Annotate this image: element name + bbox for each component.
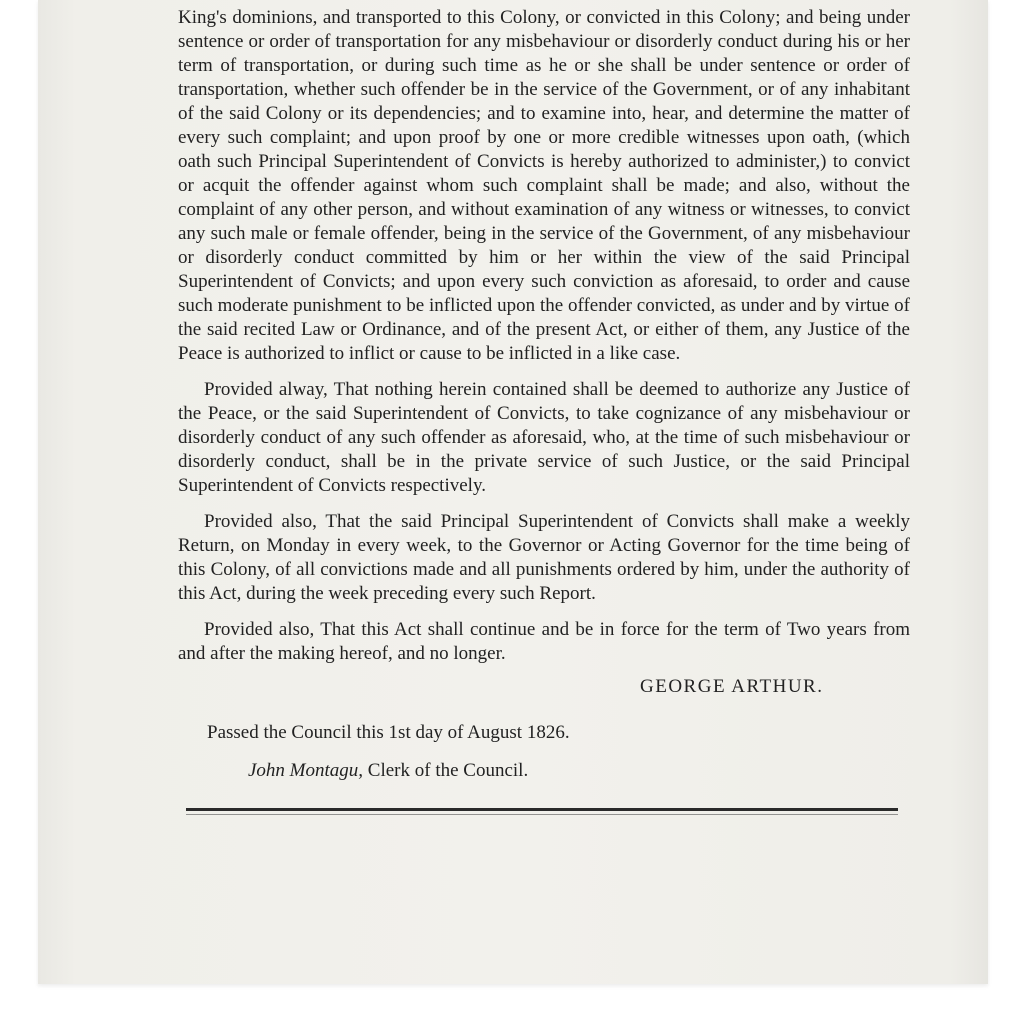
closing-rule (186, 808, 898, 811)
paragraph-4: Provided also, That this Act shall continue and be in force for the term of Two years from and after the making hereof, and no longer. (178, 619, 910, 664)
paragraph-3: Provided also, That the said Principal Superintendent of Convicts shall make a weekly Return, on Monday in every week, to the Governor or Acting Governor for the time being of this Colony, of all convictions made and all punishments ordered by him, under the authority of this Act, during the week preceding every such Report. (178, 511, 910, 604)
closing-rule-underline (186, 814, 898, 815)
passed-council-line: Passed the Council this 1st day of August 1826. (207, 722, 570, 743)
paragraph-2: Provided alway, That nothing herein contained shall be deemed to authorize any Justice of the Peace, or the said Superintendent of Convicts, to take cognizance of any misbehaviour or disorderly conduct of any such offender as aforesaid, who, at the time of such misbehaviour or disorderly conduct, shall be in the private service of such Justice, or the said Principal Superintendent of Convicts respectively. (178, 379, 910, 496)
document-body (178, 6, 910, 678)
paragraph-1: King's dominions, and transported to this Colony, or convicted in this Colony; and being under sentence or order of transportation for any misbehaviour or disorderly conduct during his or her term of transportation, or during such time as he or she shall be under sentence or order of transportation, whether such offender be in the service of the Government, or of any inhabitant of the said Colony or its dependencies; and to examine into, hear, and determine the matter of every such complaint; and upon proof by one or more credible witnesses upon oath, (which oath such Principal Superintendent of Convicts is hereby authorized to administer,) to convict or acquit the offender against whom such complaint shall be made; and also, without the complaint of any other person, and without examination of any witness or witnesses, to convict any such male or female offender, being in the service of the Government, of any misbehaviour or disorderly conduct committed by him or her within the view of the said Principal Superintendent of Convicts; and upon every such conviction as aforesaid, to order and cause such moderate punishment to be inflicted upon the offender convicted, as under and by virtue of the said recited Law or Ordinance, and of the present Act, or either of them, any Justice of the Peace is authorized to inflict or cause to be inflicted in a like case. (178, 7, 910, 364)
clerk-title: Clerk of the Council. (367, 760, 529, 781)
clerk-name: John Montagu, (248, 760, 364, 781)
clerk-line (248, 760, 528, 782)
signature: GEORGE ARTHUR. (640, 676, 824, 697)
